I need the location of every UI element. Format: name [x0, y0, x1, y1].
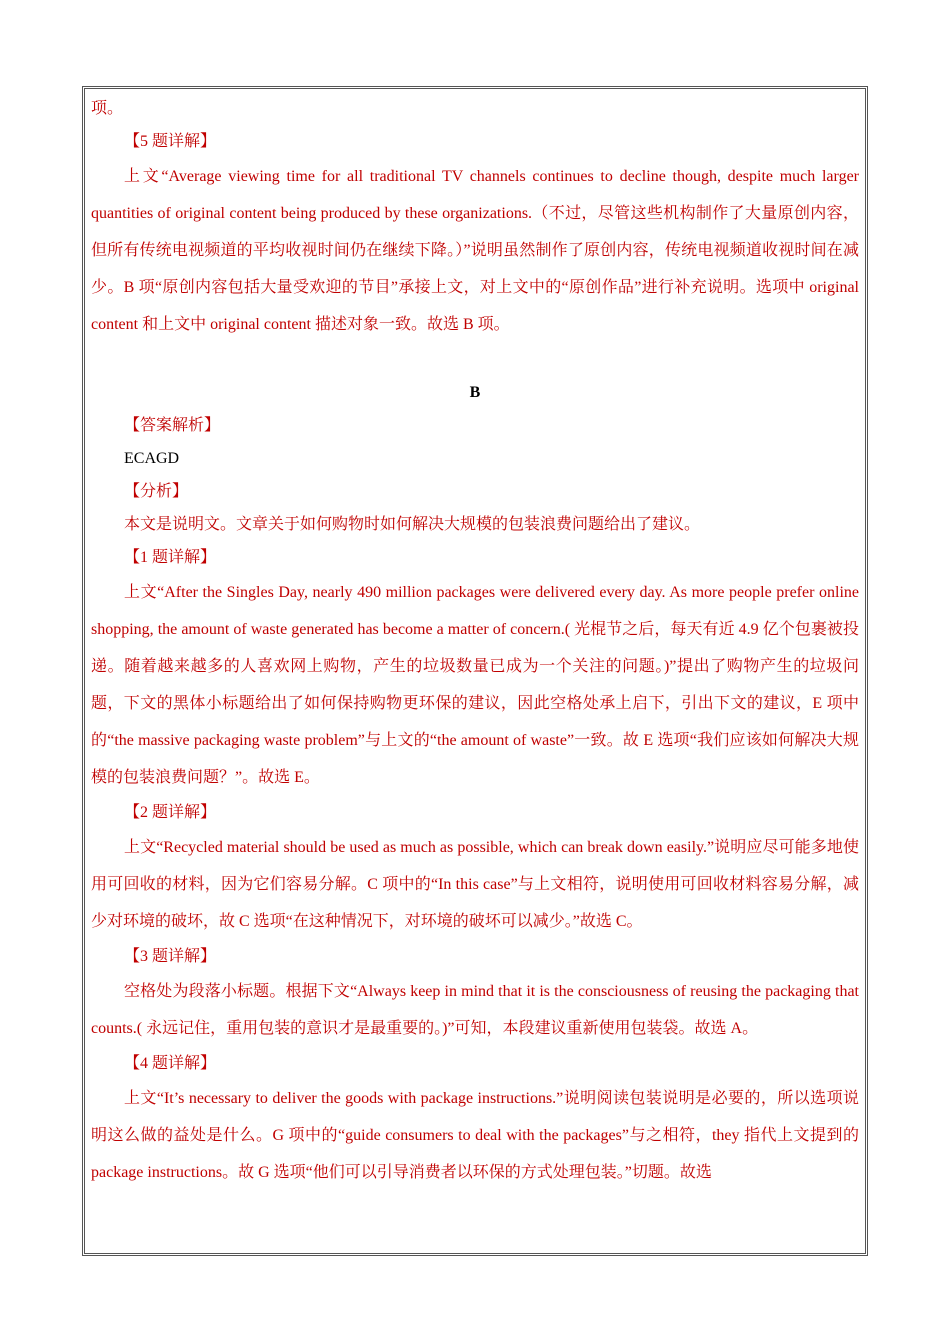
q4-heading: 【4 题详解】: [124, 1055, 217, 1072]
q1-heading: 【1 题详解】: [124, 549, 217, 566]
analysis-text: 本文是说明文。文章关于如何购物时如何解决大规模的包装浪费问题给出了建议。: [124, 516, 701, 533]
q5-explanation: 上文“Average viewing time for all traditional TV channels continues to decline though, despite much larger quantities of original content being produced by these organizations.（不过，尽管这些机构制作了大量原创内容，但所有传统电视频道的平均收视时间仍在继续下降。）”说明虽然制作了原创内容，传统电视频道收视时间在减少。B 项“原创内容包括大量受欢迎的节目”承接上文，对上文中的“原创作品”进行补充说明。选项中 original content 和上文中 original content 描述对象一致。故选 B 项。: [91, 168, 859, 333]
q3-explanation: 空格处为段落小标题。根据下文“Always keep in mind that it is the consciousness of reusing the packaging that counts.( 永远记住，重用包装的意识才是最重要的。)”可知，本段建议重新使用包装袋。故选 A。: [91, 983, 859, 1037]
q5-heading: 【5 题详解】: [124, 133, 217, 150]
analysis-heading: 【分析】: [124, 483, 189, 500]
section-a-tail: 项。: [91, 100, 124, 117]
answer-key: ECAGD: [124, 450, 180, 467]
q2-explanation: 上文“Recycled material should be used as much as possible, which can break down easily.”说明应尽可能多地使用可回收的材料，因为它们容易分解。C 项中的“In this case”与上文相符，说明使用可回收材料容易分解，减少对环境的破坏，故 C 选项“在这种情况下，对环境的破坏可以减少。”故选 C。: [91, 839, 859, 930]
q2-heading: 【2 题详解】: [124, 804, 217, 821]
answer-heading: 【答案解析】: [124, 417, 221, 434]
section-b-title: B: [469, 384, 481, 401]
q4-explanation: 上文“It’s necessary to deliver the goods with package instructions.”说明阅读包装说明是必要的，所以选项说明这么做的益处是什么。G 项中的“guide consumers to deal with the packages”与之相符，they 指代上文提到的 package instructions。故 G 选项“他们可以引导消费者以环保的方式处理包装。”切题。故选: [91, 1090, 859, 1181]
document-body: [91, 92, 859, 1191]
q3-heading: 【3 题详解】: [124, 948, 217, 965]
q1-explanation: 上文“After the Singles Day, nearly 490 million packages were delivered every day. As more people prefer online shopping, the amount of waste generated has become a matter of concern.( 光棍节之后，每天有近 4.9 亿个包裹被投递。随着越来越多的人喜欢网上购物，产生的垃圾数量已成为一个关注的问题。)”提出了购物产生的垃圾问题，下文的黑体小标题给出了如何保持购物更环保的建议，因此空格处承上启下，引出下文的建议，E 项中的“the massive packaging waste problem”与上文的“the amount of waste”一致。故 E 选项“我们应该如何解决大规模的包装浪费问题？”。故选 E。: [91, 584, 859, 786]
